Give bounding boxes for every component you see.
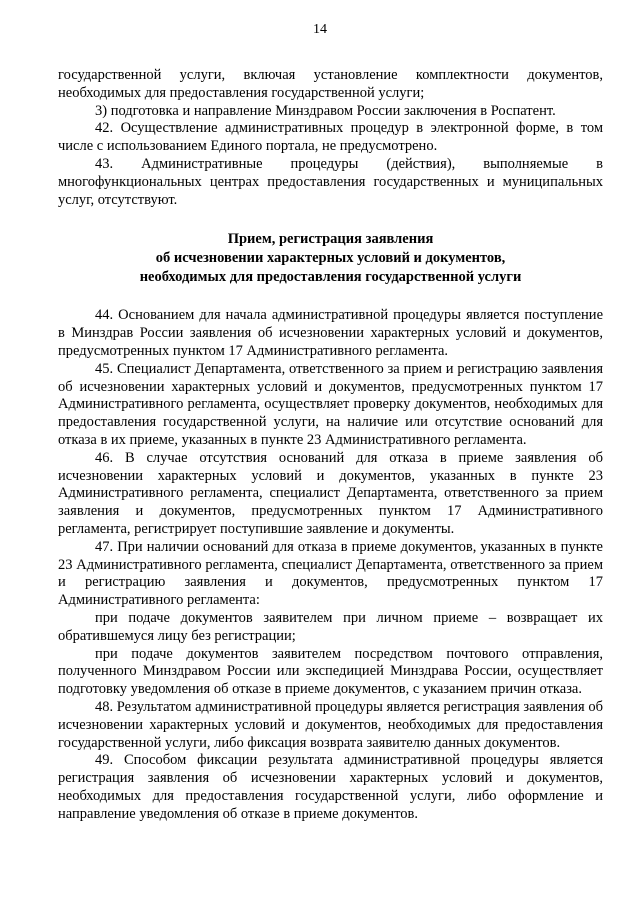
paragraph-item-3: 3) подготовка и направление Минздравом России заключения в Роспатент. — [95, 102, 556, 119]
paragraph-47-personal: при подаче документов заявителем при личном приеме – возвращает их обратившемуся лицу без регистрации; — [58, 609, 603, 644]
section-heading-line-3: необходимых для предоставления государственной услуги — [139, 269, 522, 286]
paragraph-continuation: государственной услуги, включая установление комплектности документов, необходимых для предоставления государственной услуги; — [58, 67, 603, 101]
paragraph-42: 42. Осуществление административных процедур в электронной форме, в том числе с использованием Единого портала, не предусмотрено. — [58, 120, 603, 155]
paragraph-49: 49. Способом фиксации результата административной процедуры является регистрация заявления об исчезновении характерных условий и документов, необходимых для предоставления государственной услуги, либо оформление и направление уведомления об отказе в приеме документов. — [58, 752, 603, 822]
paragraph-48: 48. Результатом административной процедуры является регистрация заявления об исчезновении характерных условий и документов, необходимых для предоставления государственной услуги, либо фиксация возврата заявителю данных документов. — [58, 698, 603, 751]
section-heading — [58, 230, 603, 287]
paragraph-45: 45. Специалист Департамента, ответственного за прием и регистрацию заявления об исчезновении характерных условий и документов, предусмотренных пунктом 17 Административного регламента, осуществляет проверку документов, необходимых для предоставления государственной услуги, на наличие или отсутствие оснований для отказа в их приеме, указанных в пункте 23 Административного регламента. — [58, 360, 603, 448]
paragraph-46: 46. В случае отсутствия оснований для отказа в приеме заявления об исчезновении характерных условий и документов, указанных в пункте 23 Административного регламента, специалист Департамента, ответственного за прием заявления и документов, предусмотренных пунктом 17 Административного регламента, регистрирует поступившие заявление и документы. — [58, 449, 603, 537]
document-body — [58, 67, 603, 823]
page-number: 14 — [313, 22, 327, 37]
paragraph-47: 47. При наличии оснований для отказа в приеме документов, указанных в пункте 23 Административного регламента, специалист Департамента, ответственного за прием и регистрацию заявления и документов, предусмотренных пунктом 17 Административного регламента: — [58, 538, 603, 609]
paragraph-44: 44. Основанием для начала административной процедуры является поступление в Минздрав России заявления об исчезновении характерных условий и документов, предусмотренных пунктом 17 Административного регламента. — [58, 307, 603, 359]
paragraph-43: 43. Административные процедуры (действия), выполняемые в многофункциональных центрах предоставления государственных и муниципальных услуг, отсутствуют. — [58, 155, 603, 208]
paragraph-47-postal: при подаче документов заявителем посредством почтового отправления, полученного Минздравом России или экспедицией Минздрава России, осуществляет подготовку уведомления об отказе в приеме документов, с указанием причин отказа. — [58, 645, 603, 698]
section-heading-line-1: Прием, регистрация заявления — [227, 231, 434, 248]
section-heading-line-2: об исчезновении характерных условий и документов, — [155, 250, 506, 267]
